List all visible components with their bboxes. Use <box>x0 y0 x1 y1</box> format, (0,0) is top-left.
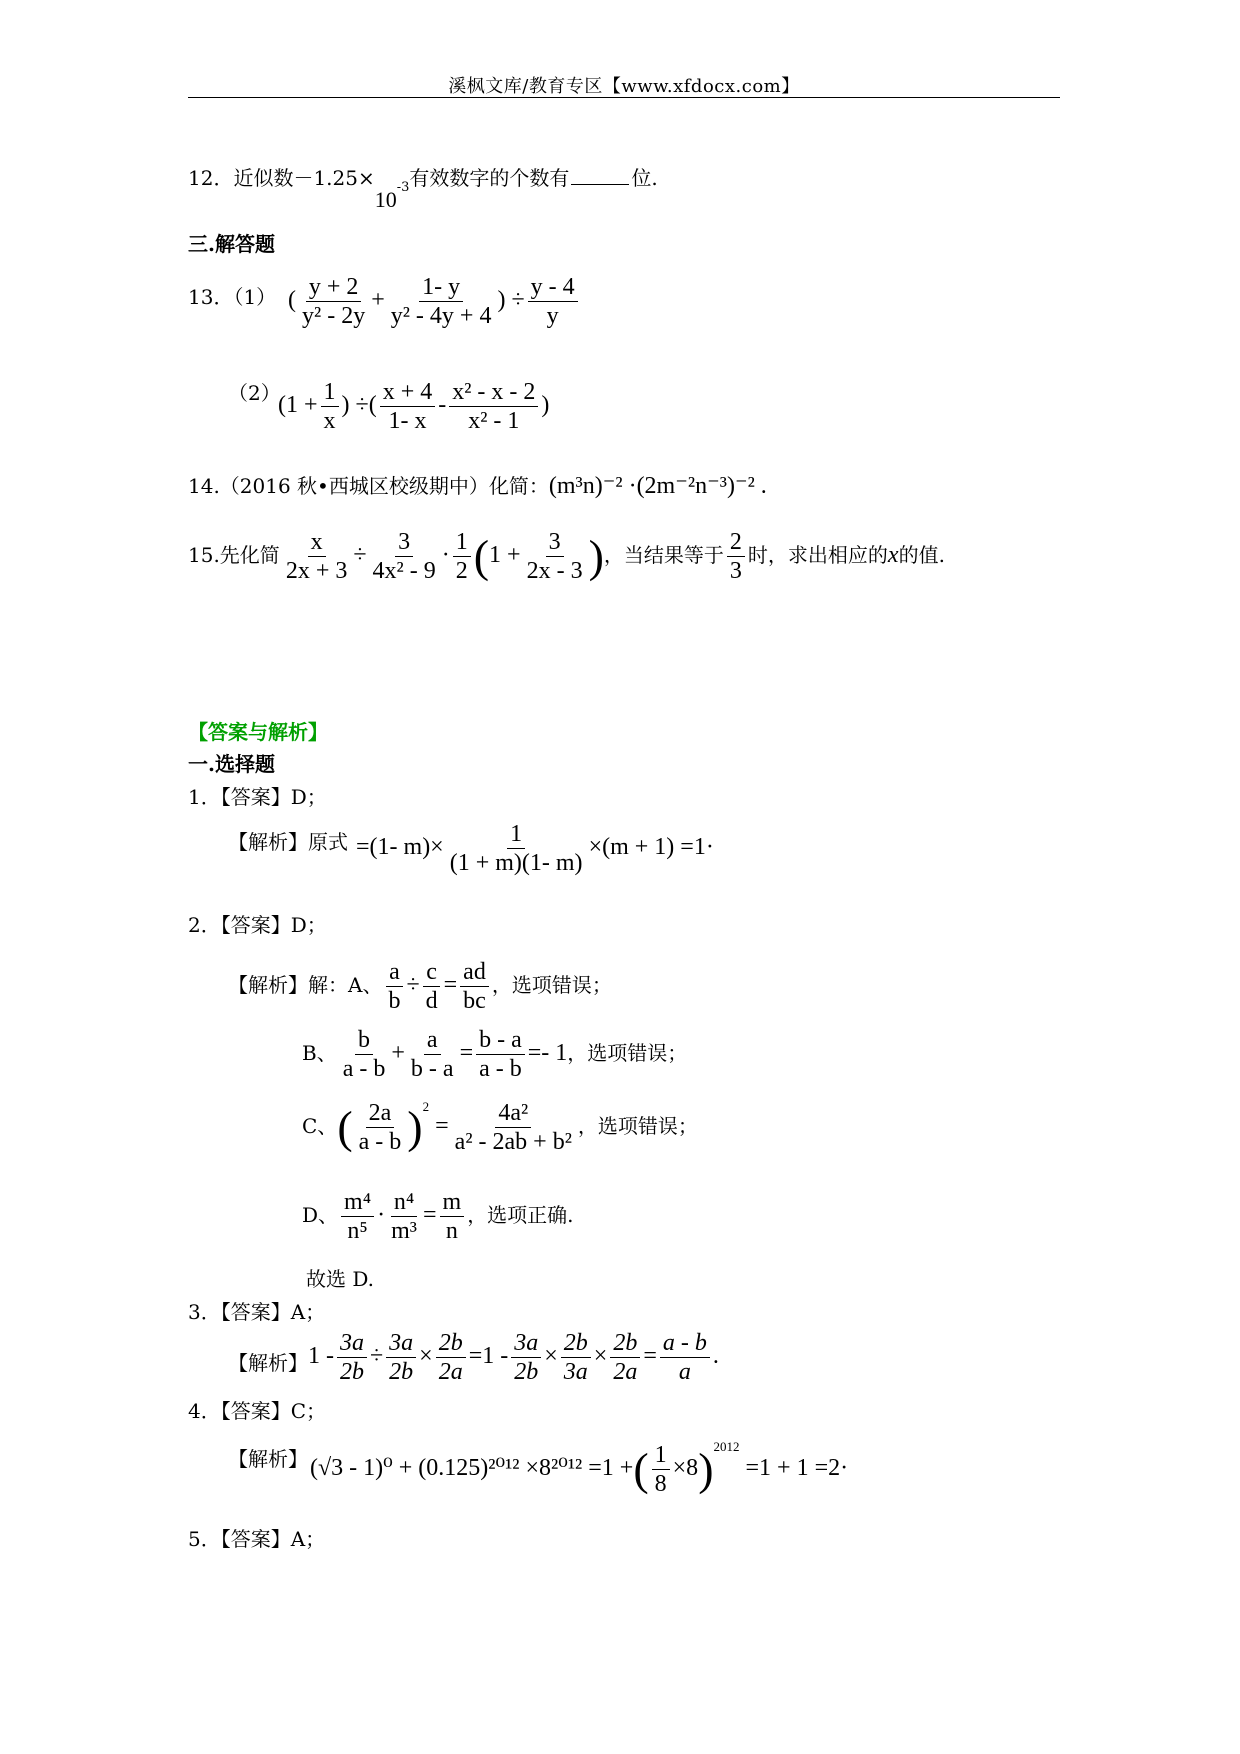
analysis-label: 【解析】解：A、 <box>228 973 383 998</box>
q12-exp-power: -3 <box>396 180 410 196</box>
q13-part1-expression: ( $\frac{y + 2}{\text{y² - 2y}}$ + $\frac{1- y}{\text{y² - 4y + 4}}$ ) ÷ $\frac{y - 4}{y}$ <box>288 275 581 328</box>
q12-suffix1: 有效数字的个数有 <box>409 166 570 190</box>
fraction-denominator: 2 <box>455 558 468 584</box>
fraction-denominator: 1- x <box>388 408 427 434</box>
fraction-denominator: y <box>546 303 559 329</box>
answer-2-A: 【解析】解：A、 $\frac{a}{b}$ ÷ $\frac{c}{d}$ = $\frac{ad}{bc}$ ，选项错误； <box>228 959 612 1014</box>
analysis-label: 【解析】原式 <box>228 830 348 854</box>
answer-4-analysis <box>228 1449 308 1469</box>
fraction-denominator: d <box>425 988 438 1014</box>
answer-3-label: 3．【答案】A； <box>188 1300 326 1324</box>
fraction-denominator: y² - 2y <box>302 303 366 329</box>
answer-2-C: C、( $\frac{2a}{a - b}$ )$^2$ = $\frac{\text{4a²}}{\text{a² - 2ab + b²}}$ ，选项错误； <box>302 1099 698 1155</box>
q13-part2-label: （2） <box>228 381 281 405</box>
option-text: ，选项错误； <box>567 1041 688 1066</box>
fraction-denominator: b <box>388 988 401 1014</box>
fraction-numerator: a <box>386 960 403 987</box>
fraction-numerator: 1- y <box>419 275 463 302</box>
answer-5-label: 5．【答案】A； <box>188 1527 326 1551</box>
fraction-numerator: ad <box>460 960 489 987</box>
option-label: D、 <box>302 1203 339 1228</box>
q13-number: 13．（1） <box>188 285 277 309</box>
fraction-denominator: n <box>445 1218 458 1244</box>
fraction-numerator: x + 4 <box>380 380 436 407</box>
fraction-denominator: a² - 2ab + b² <box>454 1128 572 1155</box>
fraction-numerator: n⁴ <box>391 1190 417 1217</box>
answer-1-expression <box>356 822 714 875</box>
fraction-denominator: a - b <box>358 1128 402 1155</box>
q15-tail2: 的值. <box>898 543 945 568</box>
q14-expression: (m³n)⁻² ·(2m⁻²n⁻³)⁻² . <box>548 473 767 499</box>
answer-3-analysis <box>228 1353 308 1373</box>
q14-prefix: 14.（2016 秋•西城区校级期中）化简： <box>188 474 549 498</box>
answer-blank[interactable] <box>571 184 629 185</box>
answer-2-label: 2．【答案】D； <box>188 913 327 937</box>
answer-2-D: D、 $\frac{\text{m⁴}}{\text{n⁵}}$ · $\frac{\text{n⁴}}{\text{m³}}$ = $\frac{m}{n}$ ，选项正确. <box>302 1189 574 1244</box>
fraction-numerator: 2 <box>727 530 745 557</box>
fraction-denominator: bc <box>463 988 486 1014</box>
fraction-numerator: 1 <box>652 1443 670 1470</box>
question-14 <box>188 474 767 498</box>
header-rule <box>188 97 1060 98</box>
fraction-numerator: 3 <box>395 530 413 557</box>
expr-left: =(1- m)× <box>356 834 444 861</box>
expr-right: ×(m + 1) =1· <box>588 834 714 861</box>
fraction-numerator: 1 <box>453 530 471 557</box>
answer-2-conclusion: 故选 D. <box>306 1267 375 1291</box>
fraction-denominator: b - a <box>410 1056 454 1082</box>
answer-3-expression: 1 - $\frac{3a}{2b}$ ÷ $\frac{3a}{2b}$ × $\frac{2b}{2a}$ =1 - $\frac{3a}{2b}$ × $\frac{2b}{3a}$ × $\frac{2b}{2a}$ = $\frac{a - b}{a}$ . <box>308 1330 719 1385</box>
option-label: B、 <box>302 1041 337 1066</box>
fraction-numerator: y + 2 <box>306 275 362 302</box>
fraction-denominator: m³ <box>391 1218 417 1244</box>
fraction-numerator: 1 <box>321 380 339 407</box>
expr-left: (√3 - 1)⁰ + (0.125)²⁰¹² ×8²⁰¹² =1 + <box>310 1455 634 1481</box>
result: =- 1 <box>527 1040 568 1067</box>
fraction-denominator: n⁵ <box>347 1218 368 1244</box>
answer-4-label: 4．【答案】C； <box>188 1399 327 1423</box>
answer-4-expression: (√3 - 1)⁰ + (0.125)²⁰¹² ×8²⁰¹² =1 +( $\frac{1}{8}$ ×8)$^{2012}$ =1 + 1 =2· <box>310 1439 849 1497</box>
option-text: ，选项错误； <box>491 973 612 998</box>
answer-1-jx <box>228 832 348 852</box>
fraction-numerator: 4a² <box>495 1101 531 1128</box>
q12-prefix: 12．近似数－1.25× <box>188 166 375 190</box>
question-15: 15.先化简 $\frac{x}{2x + 3}$ ÷ $\frac{3}{\text{4x² - 9}}$ · $\frac{1}{2}$ (1 + $\frac{3}{2x - 3}$ )，当结果等于 $\frac{2}{3}$ 时，求出相应的x的值. <box>188 529 945 584</box>
fraction-numerator: b <box>355 1028 373 1055</box>
fraction-denominator: 4x² - 9 <box>372 558 436 584</box>
fraction-numerator: y - 4 <box>528 275 578 302</box>
fraction-denominator: a - b <box>342 1056 386 1082</box>
fraction-denominator: 8 <box>654 1470 667 1497</box>
fraction-numerator: x² - x - 2 <box>449 380 538 407</box>
fraction-numerator: m⁴ <box>341 1190 374 1217</box>
analysis-label: 【解析】 <box>228 1447 308 1471</box>
fraction-denominator: x <box>323 408 336 434</box>
answers-section-1: 一.选择题 <box>188 752 275 776</box>
option-label: C、 <box>302 1114 338 1138</box>
question-12 <box>188 166 658 212</box>
analysis-label: 【解析】 <box>228 1351 308 1375</box>
q15-tail1: 时，求出相应的 <box>747 543 888 568</box>
q15-mid: ，当结果等于 <box>603 543 724 568</box>
fraction-denominator: 2x - 3 <box>526 558 583 584</box>
fraction-numerator: x <box>308 530 326 557</box>
q13-part2-expression: (1 + $\frac{1}{x}$ ) ÷( $\frac{x + 4}{1- x}$ - $\frac{\text{x² - x - 2}}{\text{x² - 1}}$ ) <box>278 379 550 434</box>
q15-prefix: 15.先化简 <box>188 543 280 568</box>
option-text: ，选项正确. <box>467 1203 574 1228</box>
fraction-numerator: b - a <box>476 1028 525 1055</box>
fraction-numerator: 2a <box>366 1101 395 1128</box>
expr-right: =1 + 1 =2· <box>745 1455 849 1481</box>
fraction-numerator: 1 <box>507 822 525 849</box>
fraction-denominator: y² - 4y + 4 <box>390 303 492 329</box>
fraction-denominator: x² - 1 <box>468 408 520 434</box>
option-text: ，选项错误； <box>577 1114 698 1138</box>
answers-title: 【答案与解析】 <box>188 720 328 744</box>
fraction-denominator: a - b <box>479 1056 522 1082</box>
q12-suffix2: 位. <box>631 166 658 190</box>
answer-1-label: 1．【答案】D； <box>188 785 327 809</box>
fraction-numerator: 3 <box>546 530 564 557</box>
fraction-numerator: c <box>423 960 440 987</box>
page-header: 溪枫文库/教育专区【www.xfdocx.com】 <box>448 76 800 97</box>
fraction-denominator: 3 <box>729 558 742 584</box>
answer-2-B: B、 $\frac{b}{a - b}$ + $\frac{a}{b - a}$ = $\frac{b - a}{a - b}$ =- 1，选项错误； <box>302 1027 688 1082</box>
fraction-numerator: m <box>440 1190 465 1217</box>
fraction-denominator: 2x + 3 <box>285 558 348 584</box>
q15-var: x <box>887 542 899 569</box>
q12-exp-base: 10 <box>374 187 397 212</box>
fraction-denominator: (1 + m)(1- m) <box>449 850 583 876</box>
fraction-numerator: a <box>424 1028 441 1055</box>
section-3-title: 三.解答题 <box>188 232 275 256</box>
